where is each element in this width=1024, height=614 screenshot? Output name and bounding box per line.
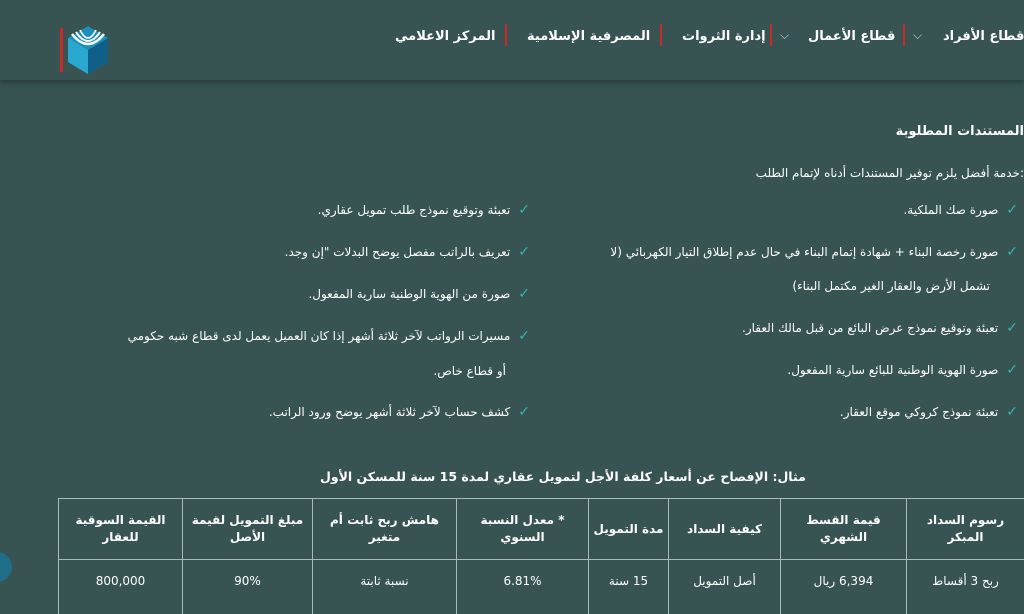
checkmark-icon: ✓: [518, 404, 530, 420]
list-item-text: صورة من الهوية الوطنية سارية المفعول.: [308, 287, 510, 301]
nav-separator: [660, 24, 662, 46]
documents-intro: خدمة أفضل يلزم توفير المستندات أدناه لإتمام الطلب:: [756, 166, 1024, 180]
documents-heading: المستندات المطلوبة: [896, 124, 1024, 139]
table-cell: 6,394 ريال: [781, 560, 907, 614]
nav-business[interactable]: قطاع الأعمال: [808, 26, 895, 48]
table-header: مبلغ التمويل لقيمة الأصل: [183, 499, 313, 560]
list-item: [610, 244, 1018, 260]
chevron-down-icon[interactable]: ⌵: [913, 28, 922, 43]
list-item-continuation: تشمل الأرض والعقار الغير مكتمل البناء): [792, 278, 990, 294]
main-content: [0, 80, 1024, 596]
table-header: رسوم السداد المبكر: [907, 499, 1024, 560]
pricing-table: [58, 498, 1024, 614]
list-item-text: صورة صك الملكية.: [903, 203, 998, 217]
bank-logo-icon[interactable]: [66, 24, 110, 76]
nav-media-center[interactable]: المركز الاعلامي: [395, 26, 495, 48]
list-item-text: كشف حساب لآخر ثلاثة أشهر يوضح ورود الراتب.: [269, 405, 510, 419]
table-cell: 90%: [183, 560, 313, 614]
list-item: [285, 244, 530, 260]
list-item-text: تعبئة وتوقيع نموذج طلب تمويل عقاري.: [318, 203, 511, 217]
list-item-text: مسيرات الرواتب لآخر ثلاثة أشهر إذا كان العميل يعمل لدى قطاع شبه حكومي: [128, 329, 511, 343]
list-item-continuation: أو قطاع خاص.: [433, 363, 506, 379]
list-item: [269, 404, 530, 420]
checkmark-icon: ✓: [1006, 404, 1018, 420]
nav-separator: [770, 24, 772, 46]
nav-separator: [903, 24, 905, 46]
table-header: هامش ربح ثابت أم متغير: [313, 499, 457, 560]
checkmark-icon: ✓: [518, 202, 530, 218]
checkmark-icon: ✓: [1006, 320, 1018, 336]
list-item: [128, 328, 530, 344]
checkmark-icon: ✓: [1006, 362, 1018, 378]
checkmark-icon: ✓: [1006, 202, 1018, 218]
table-header: * معدل النسبة السنوي: [457, 499, 589, 560]
list-item-text: تعبئة وتوقيع نموذج عرض البائع من قبل مالك العقار.: [742, 321, 998, 335]
table-cell: ربح 3 أقساط: [907, 560, 1024, 614]
list-item-text: صورة رخصة البناء + شهادة إتمام البناء في حال عدم إطلاق التيار الكهربائي (لا: [610, 245, 998, 259]
table-cell: 6.81%: [457, 560, 589, 614]
chevron-down-icon[interactable]: ⌵: [780, 28, 789, 43]
nav-individuals[interactable]: قطاع الأفراد: [943, 26, 1024, 48]
logo-divider: [60, 28, 63, 72]
list-item: [840, 404, 1018, 420]
table-cell: 800,000: [59, 560, 183, 614]
table-header-row: [59, 499, 1024, 560]
table-header: مدة التمويل: [589, 499, 669, 560]
table-cell: نسبة ثابتة: [313, 560, 457, 614]
nav-islamic-banking[interactable]: المصرفية الإسلامية: [527, 26, 650, 48]
table-title: مثال: الإفصاح عن أسعار كلفة الأجل لتمويل عقاري لمدة 15 سنة للمسكن الأول: [320, 469, 770, 484]
checkmark-icon: ✓: [518, 286, 530, 302]
list-item: [903, 202, 1018, 218]
list-item-text: تعبئة نموذج كروكي موقع العقار.: [840, 405, 998, 419]
list-item: [787, 362, 1018, 378]
table-header: كيفية السداد: [669, 499, 781, 560]
checkmark-icon: ✓: [518, 244, 530, 260]
list-item-text: تعريف بالراتب مفصل يوضح البدلات "إن وجد.: [285, 245, 511, 259]
table-header: قيمة القسط الشهري: [781, 499, 907, 560]
list-item: [742, 320, 1018, 336]
table-cell: أصل التمويل: [669, 560, 781, 614]
table-row: [59, 560, 1024, 614]
nav-separator: [505, 24, 507, 46]
list-item: [308, 286, 530, 302]
table-cell: 15 سنة: [589, 560, 669, 614]
list-item: [318, 202, 530, 218]
table-header: القيمة السوقية للعقار: [59, 499, 183, 560]
list-item-text: صورة الهوية الوطنية للبائع سارية المفعول.: [787, 363, 998, 377]
top-navigation: [0, 0, 1024, 80]
checkmark-icon: ✓: [518, 328, 530, 344]
checkmark-icon: ✓: [1006, 244, 1018, 260]
nav-wealth-management[interactable]: إدارة الثروات: [682, 26, 766, 48]
